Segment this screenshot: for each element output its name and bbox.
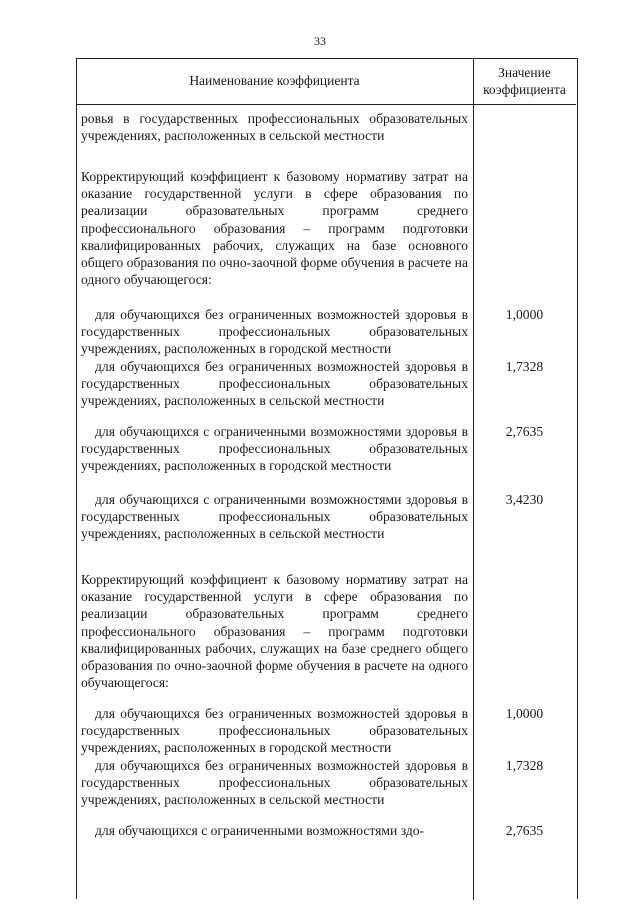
row-1-text: Корректирующий коэффициент к базовому нормативу затрат на оказание государственной услуги в сфере образования по реализации образовательных программ среднего профессионального образования – программ подготовки квалифицированных рабочих, служащих на базе основного общего образования по очно-заочной форме обучения в расчете на одного обучающегося: — [81, 169, 468, 288]
row-2-text: для обучающихся без ограниченных возможностей здоровья в государственных профессиональных образовательных учреждениях, расположенных в городской местности — [81, 307, 468, 357]
row-7-value: 1,0000 — [505, 706, 544, 721]
row-8-value: 1,7328 — [505, 758, 544, 773]
header-name-cell: Наименование коэффициента — [189, 73, 360, 88]
page-number: 33 — [314, 34, 326, 48]
row-9-text: для обучающихся с ограниченными возможностями здо- — [95, 823, 425, 838]
header-value-cell: Значение коэффициента — [483, 65, 566, 97]
row-4-text: для обучающихся с ограниченными возможностями здоровья в государственных профессиональных образовательных учреждениях, расположенных в городской местности — [81, 424, 468, 474]
row-5-value: 3,4230 — [505, 492, 544, 507]
row-9-value: 2,7635 — [505, 823, 544, 838]
row-6-text: Корректирующий коэффициент к базовому нормативу затрат на оказание государственной услуги в сфере образования по реализации образовательных программ среднего профессионального образования – программ подготовки квалифицированных рабочих, служащих на базе среднего общего образования по очно-заочной форме обучения в расчете на одного обучающегося: — [81, 572, 468, 691]
row-2-value: 1,0000 — [505, 307, 544, 322]
row-7-text: для обучающихся без ограниченных возможностей здоровья в государственных профессиональных образовательных учреждениях, расположенных в городской местности — [81, 706, 468, 756]
row-5-text: для обучающихся с ограниченными возможностями здоровья в государственных профессиональных образовательных учреждениях, расположенных в сельской местности — [81, 492, 468, 542]
row-8-text: для обучающихся без ограниченных возможностей здоровья в государственных профессиональных образовательных учреждениях, расположенных в сельской местности — [81, 758, 468, 808]
row-0-text: ровья в государственных профессиональных образовательных учреждениях, расположенных в сельской местности — [81, 111, 468, 144]
row-3-text: для обучающихся без ограниченных возможностей здоровья в государственных профессиональных образовательных учреждениях, расположенных в сельской местности — [81, 359, 468, 409]
table-header — [76, 58, 576, 105]
row-3-value: 1,7328 — [505, 359, 544, 374]
row-4-value: 2,7635 — [505, 424, 544, 439]
